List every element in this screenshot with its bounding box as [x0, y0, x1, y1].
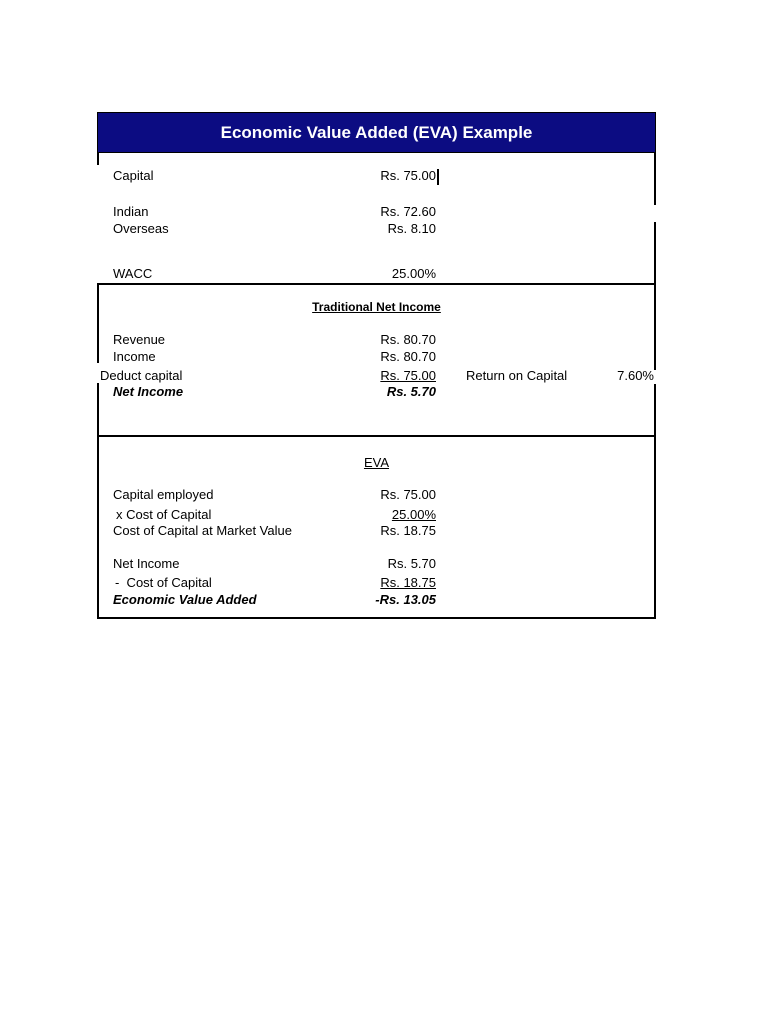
return-on-capital-value[interactable]: 7.60%	[617, 368, 654, 383]
income-label: Income	[113, 349, 156, 364]
page-title: Economic Value Added (EVA) Example	[220, 123, 533, 142]
eva-net-income-label: Net Income	[113, 556, 180, 571]
cost-of-capital-rate-value[interactable]: 25.00%	[391, 507, 436, 522]
indian-value[interactable]: Rs. 72.60	[380, 204, 436, 219]
cell-cursor	[437, 169, 439, 185]
capital-value[interactable]: Rs. 75.00	[380, 168, 436, 183]
net-income-label: Net Income	[113, 384, 184, 399]
cost-of-capital-rate-label: x Cost of Capital	[116, 507, 212, 522]
left-border-lower	[97, 383, 99, 619]
income-value[interactable]: Rs. 80.70	[380, 349, 436, 364]
right-border-top	[654, 152, 656, 205]
cost-at-market-label: Cost of Capital at Market Value	[113, 523, 292, 538]
revenue-label: Revenue	[113, 332, 166, 347]
right-border-main	[654, 222, 656, 370]
capital-label: Capital	[113, 168, 154, 183]
capital-employed-label: Capital employed	[113, 487, 214, 502]
capital-employed-value[interactable]: Rs. 75.00	[380, 487, 436, 502]
minus-cost-label: - Cost of Capital	[115, 575, 212, 590]
title-bar	[97, 112, 656, 153]
wacc-label: WACC	[113, 266, 153, 281]
overseas-value[interactable]: Rs. 8.10	[387, 221, 436, 236]
divider-2	[97, 435, 656, 437]
indian-label: Indian	[113, 204, 149, 219]
return-on-capital-label: Return on Capital	[466, 368, 568, 383]
eva-heading: EVA	[363, 455, 390, 470]
deduct-capital-label: Deduct capital	[100, 368, 183, 383]
eva-net-income-value[interactable]: Rs. 5.70	[387, 556, 436, 571]
left-border-main	[97, 283, 99, 363]
left-border-top	[97, 152, 99, 165]
eva-total-value[interactable]: -Rs. 13.05	[375, 592, 436, 607]
bottom-border	[97, 617, 656, 619]
cost-at-market-value[interactable]: Rs. 18.75	[380, 523, 436, 538]
net-income-value[interactable]: Rs. 5.70	[386, 384, 436, 399]
traditional-heading: Traditional Net Income	[312, 300, 441, 314]
minus-cost-value[interactable]: Rs. 18.75	[380, 575, 436, 590]
overseas-label: Overseas	[113, 221, 169, 236]
eva-total-label: Economic Value Added	[113, 592, 257, 607]
right-border-lower	[654, 384, 656, 619]
wacc-value[interactable]: 25.00%	[391, 266, 436, 281]
deduct-capital-value[interactable]: Rs. 75.00	[380, 368, 436, 383]
divider-1	[97, 283, 656, 285]
revenue-value[interactable]: Rs. 80.70	[380, 332, 436, 347]
